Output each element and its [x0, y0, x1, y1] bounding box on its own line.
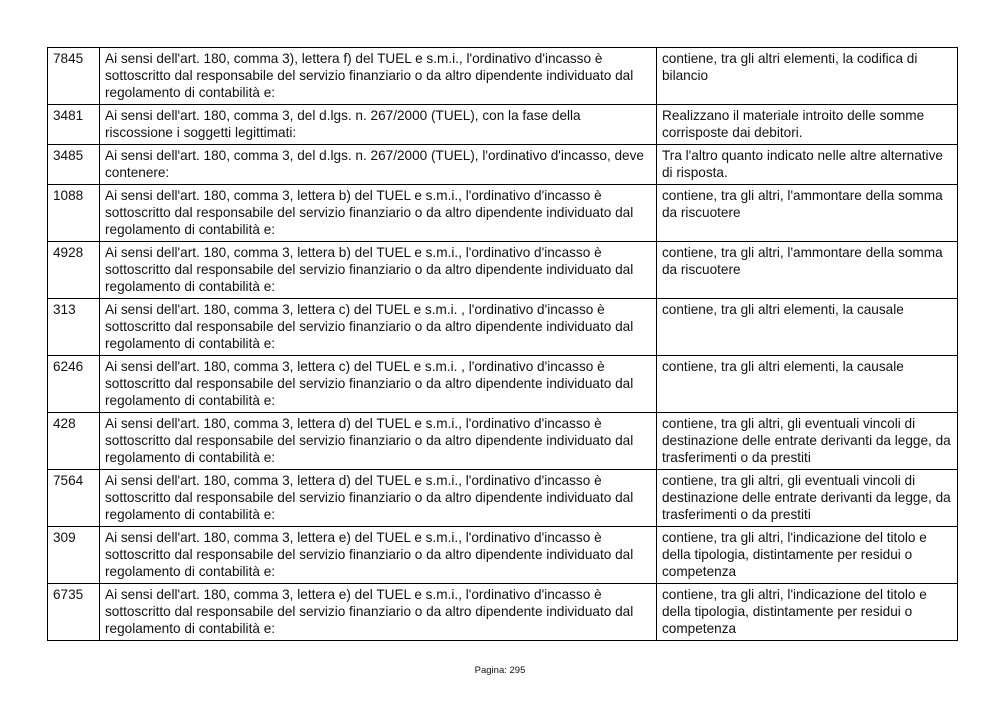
- answer-text: contiene, tra gli altri, gli eventuali vincoli di destinazione delle entrate derivanti da legge, da trasferimenti o da prestiti: [657, 470, 958, 527]
- question-id: 6246: [48, 356, 100, 413]
- questions-table: [47, 47, 958, 641]
- question-id: 309: [48, 527, 100, 584]
- question-id: 313: [48, 299, 100, 356]
- table-row: [48, 145, 958, 185]
- question-text: Ai sensi dell'art. 180, comma 3, lettera c) del TUEL e s.m.i. , l'ordinativo d'incasso è sottoscritto dal responsabile del servizio finanziario o da altro dipendente individuato dal regolamento di contabilità e:: [100, 299, 657, 356]
- table-row: [48, 105, 958, 145]
- table-row: [48, 299, 958, 356]
- question-text: Ai sensi dell'art. 180, comma 3, lettera e) del TUEL e s.m.i., l'ordinativo d'incasso è sottoscritto dal responsabile del servizio finanziario o da altro dipendente individuato dal regolamento di contabilità e:: [100, 584, 657, 641]
- answer-text: Realizzano il materiale introito delle somme corrisposte dai debitori.: [657, 105, 958, 145]
- answer-text: Tra l'altro quanto indicato nelle altre alternative di risposta.: [657, 145, 958, 185]
- question-id: 428: [48, 413, 100, 470]
- answer-text: contiene, tra gli altri, l'indicazione del titolo e della tipologia, distintamente per residui o competenza: [657, 584, 958, 641]
- page-number: Pagina: 295: [474, 665, 526, 676]
- question-id: 4928: [48, 242, 100, 299]
- question-text: Ai sensi dell'art. 180, comma 3, lettera d) del TUEL e s.m.i., l'ordinativo d'incasso è sottoscritto dal responsabile del servizio finanziario o da altro dipendente individuato dal regolamento di contabilità e:: [100, 470, 657, 527]
- table-row: [48, 527, 958, 584]
- table-row: [48, 48, 958, 105]
- question-text: Ai sensi dell'art. 180, comma 3, lettera e) del TUEL e s.m.i., l'ordinativo d'incasso è sottoscritto dal responsabile del servizio finanziario o da altro dipendente individuato dal regolamento di contabilità e:: [100, 527, 657, 584]
- answer-text: contiene, tra gli altri elementi, la codifica di bilancio: [657, 48, 958, 105]
- table-row: [48, 356, 958, 413]
- table-row: [48, 185, 958, 242]
- answer-text: contiene, tra gli altri elementi, la causale: [657, 356, 958, 413]
- question-id: 6735: [48, 584, 100, 641]
- question-text: Ai sensi dell'art. 180, comma 3), lettera f) del TUEL e s.m.i., l'ordinativo d'incasso è sottoscritto dal responsabile del servizio finanziario o da altro dipendente individuato dal regolamento di contabilità e:: [100, 48, 657, 105]
- question-id: 7845: [48, 48, 100, 105]
- answer-text: contiene, tra gli altri, l'indicazione del titolo e della tipologia, distintamente per residui o competenza: [657, 527, 958, 584]
- question-text: Ai sensi dell'art. 180, comma 3, lettera c) del TUEL e s.m.i. , l'ordinativo d'incasso è sottoscritto dal responsabile del servizio finanziario o da altro dipendente individuato dal regolamento di contabilità e:: [100, 356, 657, 413]
- question-text: Ai sensi dell'art. 180, comma 3, del d.lgs. n. 267/2000 (TUEL), l'ordinativo d'incasso, deve contenere:: [100, 145, 657, 185]
- question-id: 3481: [48, 105, 100, 145]
- table-row: [48, 470, 958, 527]
- table-row: [48, 584, 958, 641]
- question-id: 7564: [48, 470, 100, 527]
- answer-text: contiene, tra gli altri, l'ammontare della somma da riscuotere: [657, 242, 958, 299]
- question-text: Ai sensi dell'art. 180, comma 3, del d.lgs. n. 267/2000 (TUEL), con la fase della riscossione i soggetti legittimati:: [100, 105, 657, 145]
- question-text: Ai sensi dell'art. 180, comma 3, lettera b) del TUEL e s.m.i., l'ordinativo d'incasso è sottoscritto dal responsabile del servizio finanziario o da altro dipendente individuato dal regolamento di contabilità e:: [100, 242, 657, 299]
- question-text: Ai sensi dell'art. 180, comma 3, lettera b) del TUEL e s.m.i., l'ordinativo d'incasso è sottoscritto dal responsabile del servizio finanziario o da altro dipendente individuato dal regolamento di contabilità e:: [100, 185, 657, 242]
- question-id: 1088: [48, 185, 100, 242]
- table-row: [48, 242, 958, 299]
- table-row: [48, 413, 958, 470]
- question-id: 3485: [48, 145, 100, 185]
- answer-text: contiene, tra gli altri elementi, la causale: [657, 299, 958, 356]
- answer-text: contiene, tra gli altri, l'ammontare della somma da riscuotere: [657, 185, 958, 242]
- answer-text: contiene, tra gli altri, gli eventuali vincoli di destinazione delle entrate derivanti da legge, da trasferimenti o da prestiti: [657, 413, 958, 470]
- question-text: Ai sensi dell'art. 180, comma 3, lettera d) del TUEL e s.m.i., l'ordinativo d'incasso è sottoscritto dal responsabile del servizio finanziario o da altro dipendente individuato dal regolamento di contabilità e:: [100, 413, 657, 470]
